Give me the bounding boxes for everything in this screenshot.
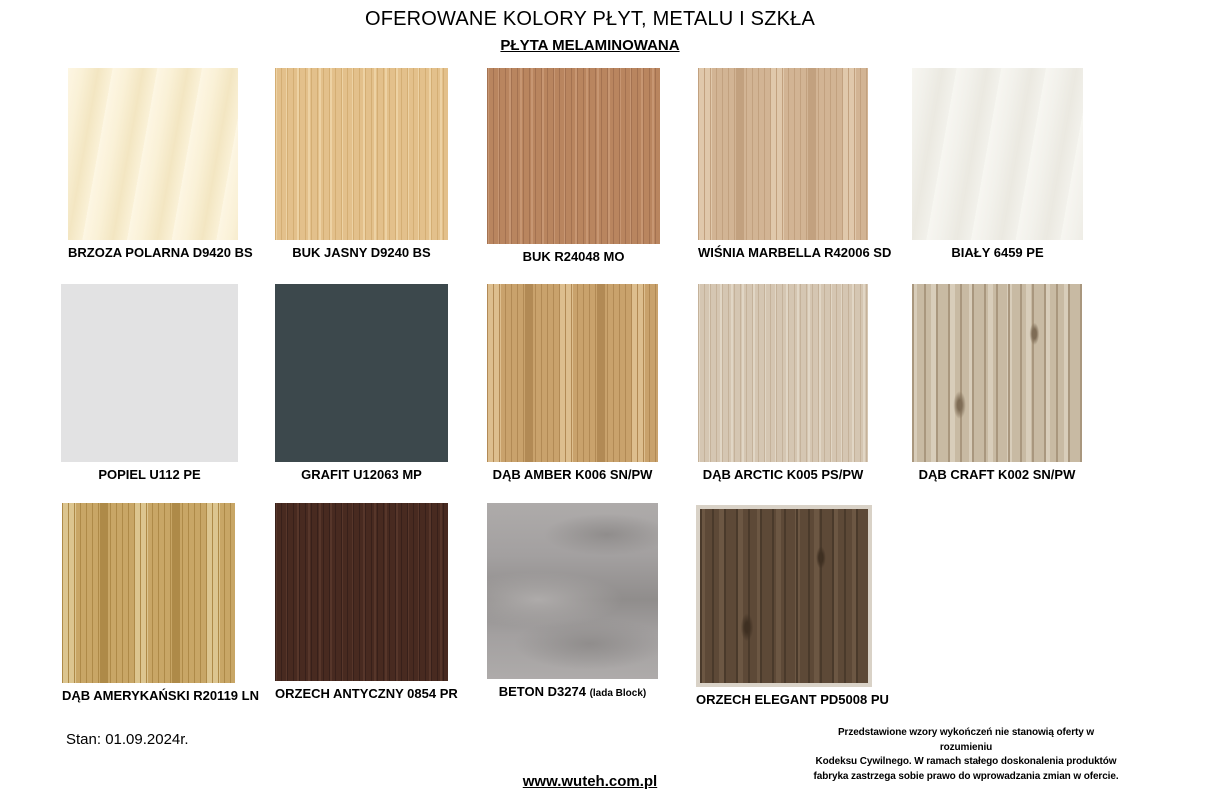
- page-title: OFEROWANE KOLORY PŁYT, METALU I SZKŁA: [364, 8, 816, 30]
- swatch-label: ORZECH ANTYCZNY 0854 PR: [275, 686, 458, 701]
- swatch-image: [275, 284, 448, 462]
- swatch-image: [62, 503, 235, 683]
- swatch-label: BETON D3274 (lada Block): [498, 684, 647, 699]
- swatch-dab-craft: [912, 284, 1082, 482]
- swatch-label: DĄB AMBER K006 SN/PW: [492, 467, 653, 482]
- swatch-image: [275, 503, 448, 681]
- swatch-label: WIŚNIA MARBELLA R42006 SD: [698, 245, 892, 260]
- website-link[interactable]: www.wuteh.com.pl: [522, 773, 658, 790]
- swatch-buk: [487, 68, 660, 264]
- swatch-dab-amerykanski: [62, 503, 259, 703]
- swatch-label: DĄB AMERYKAŃSKI R20119 LN: [62, 688, 259, 703]
- page-subtitle: PŁYTA MELAMINOWANA: [500, 37, 680, 54]
- swatch-image: [61, 284, 238, 462]
- swatch-beton: [487, 503, 658, 699]
- swatch-label: BRZOZA POLARNA D9420 BS: [68, 245, 253, 260]
- swatch-label: POPIEL U112 PE: [98, 467, 201, 482]
- swatch-image: [912, 68, 1083, 240]
- swatch-image: [275, 68, 448, 240]
- swatch-image: [487, 503, 658, 679]
- swatch-image: [698, 68, 868, 240]
- swatch-label: GRAFIT U12063 MP: [301, 467, 422, 482]
- swatch-image: [487, 68, 660, 244]
- swatch-image: [696, 505, 872, 687]
- disclaimer-text: [812, 726, 1120, 784]
- swatch-image: [68, 68, 238, 240]
- swatch-brzoza-polarna: [68, 68, 253, 260]
- disclaimer-line: Przedstawione wzory wykończeń nie stanowią oferty w rozumieniu: [837, 727, 1095, 753]
- swatch-image: [912, 284, 1082, 462]
- swatch-dab-amber: [487, 284, 658, 482]
- swatch-bialy: [912, 68, 1083, 260]
- swatch-dab-arctic: [698, 284, 868, 482]
- disclaimer-line: fabryka zastrzega sobie prawo do wprowadzania zmian w ofercie.: [813, 770, 1119, 782]
- swatch-label: DĄB CRAFT K002 SN/PW: [918, 467, 1076, 482]
- swatch-label: BUK JASNY D9240 BS: [292, 245, 431, 260]
- swatch-wisnia-marbella: [698, 68, 892, 260]
- swatch-label: DĄB ARCTIC K005 PS/PW: [702, 467, 864, 482]
- swatch-label: ORZECH ELEGANT PD5008 PU: [696, 692, 889, 707]
- swatch-label: BUK R24048 MO: [522, 249, 625, 264]
- swatch-orzech-elegant: [696, 505, 889, 707]
- swatch-image: [698, 284, 868, 462]
- swatch-grafit: [275, 284, 448, 482]
- swatch-image: [487, 284, 658, 462]
- status-date: Stan: 01.09.2024r.: [66, 731, 189, 748]
- swatch-label: BIAŁY 6459 PE: [951, 245, 1044, 260]
- swatch-popiel: [61, 284, 238, 482]
- swatch-buk-jasny: [275, 68, 448, 260]
- swatch-orzech-antyczny: [275, 503, 458, 701]
- disclaimer-line: Kodeksu Cywilnego. W ramach stałego doskonalenia produktów: [815, 756, 1117, 767]
